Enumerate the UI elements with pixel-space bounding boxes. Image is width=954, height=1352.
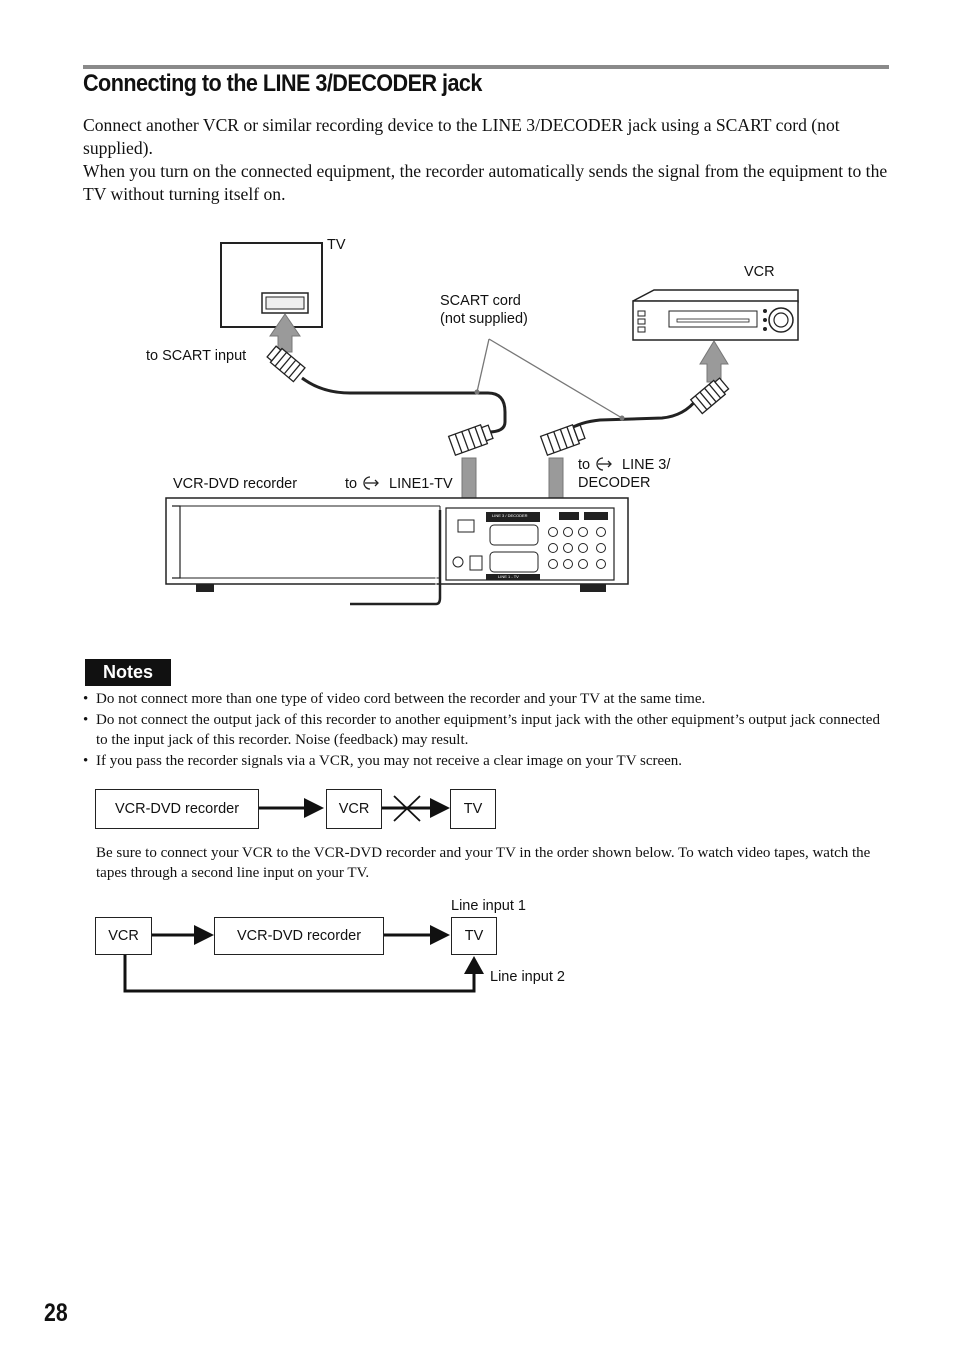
note-text: Do not connect more than one type of video cord between the recorder and your TV at the same time.	[96, 691, 706, 707]
order-note: Be sure to connect your VCR to the VCR-DVD recorder and your TV in the order shown below. To watch video tapes, watch the tapes through a second line input on your TV.	[96, 845, 871, 881]
bullet: •	[83, 753, 89, 769]
note-item	[83, 710, 889, 750]
flow2-tv-box	[451, 917, 497, 955]
bullet: •	[83, 691, 89, 707]
note-text: If you pass the recorder signals via a VCR, you may not receive a clear image on your TV screen.	[96, 753, 683, 769]
flow2-recorder-box	[214, 917, 384, 955]
note-item	[83, 751, 889, 771]
tv-illustration	[221, 243, 322, 327]
intro-paragraph-1: Connect another VCR or similar recording device to the LINE 3/DECODER jack using a SCART cord (not supplied).	[83, 115, 840, 158]
flow2-vcr-text: VCR	[108, 928, 139, 944]
flow1-tv-text: TV	[463, 801, 483, 817]
scart-cord-label-line1: SCART cord	[440, 293, 521, 309]
scart-cord-label-line2: (not supplied)	[440, 311, 528, 327]
section-heading: Connecting to the LINE 3/DECODER jack	[83, 70, 482, 97]
to-line1-label: LINE1-TV	[389, 476, 453, 492]
flow1-vcr-text: VCR	[338, 801, 370, 817]
flow1-vcr-box	[326, 789, 382, 829]
line-input-icon-3	[597, 458, 611, 470]
panel-line1-label: LINE 1 - TV	[498, 574, 519, 579]
recorder-illustration	[166, 498, 628, 592]
flow2-tv-text: TV	[464, 928, 484, 944]
note-text: Do not connect the output jack of this recorder to another equipment’s input jack with the other equipment’s output jack connected to the input jack of this recorder. Noise (feedback) may result.	[96, 712, 880, 748]
flow2-vcr-box	[95, 917, 152, 955]
notes-list	[83, 689, 889, 772]
line-input-icon-1	[364, 477, 378, 489]
flow1-tv-box	[450, 789, 496, 829]
page-number: 28	[44, 1299, 68, 1327]
to-line1-prefix: to	[345, 476, 358, 492]
tv-label: TV	[327, 237, 346, 253]
line-input-1-label: Line input 1	[451, 898, 526, 914]
to-line3-label: LINE 3/	[622, 457, 671, 473]
intro-paragraph-2: When you turn on the connected equipment, the recorder automatically sends the signal from the equipment to the TV without turning itself on.	[83, 161, 888, 204]
flow1-recorder-box	[95, 789, 259, 829]
vcr-label: VCR	[744, 264, 775, 280]
notes-badge: Notes	[85, 659, 171, 686]
panel-line3-label: LINE 3 / DECODER	[492, 513, 528, 518]
line-input-2-label: Line input 2	[490, 969, 565, 985]
to-line3-prefix: to	[578, 457, 591, 473]
to-scart-input-label: to SCART input	[146, 348, 247, 364]
recorder-label: VCR-DVD recorder	[173, 476, 298, 492]
note-item	[83, 689, 889, 709]
bullet: •	[83, 712, 89, 728]
vcr-illustration	[633, 290, 798, 340]
to-line3-decoder-label: DECODER	[578, 475, 651, 491]
flow1-recorder-text: VCR-DVD recorder	[114, 801, 240, 817]
flow2-recorder-text: VCR-DVD recorder	[236, 928, 362, 944]
